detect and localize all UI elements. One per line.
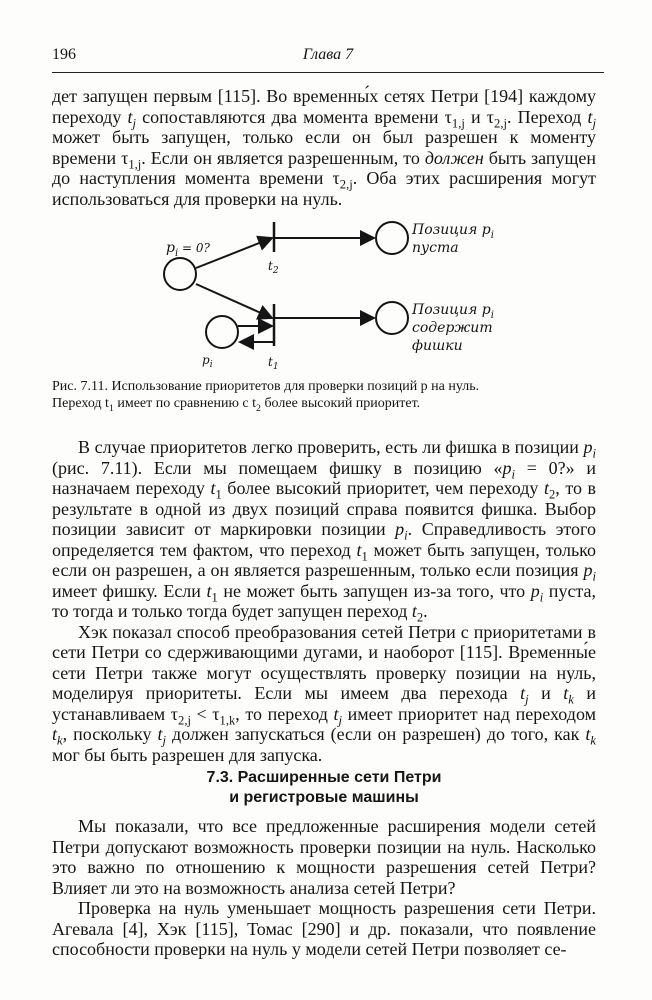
chapter-title: Глава 7 bbox=[302, 46, 354, 63]
arc-to-t1 bbox=[196, 284, 272, 318]
paragraph-extended-models: Мы показали, что все предложенные расширения модели сетей Петри допускают возможность проверки позиции на нуль. Насколько это важно по отношению к мощности разрешения сетей Петри? Влияет ли это на возможность анализа сетей Петри? bbox=[52, 816, 596, 898]
page-number: 196 bbox=[52, 46, 76, 63]
place-pi-tokens bbox=[376, 302, 408, 334]
place-tokens-label-3: фишки bbox=[412, 338, 463, 354]
section-heading-line-2: и регистровые машины bbox=[229, 789, 419, 806]
place-pi-test-label: $p_i = 0$? bbox=[166, 240, 210, 259]
paragraph-timed-nets bbox=[52, 86, 596, 209]
transition-t1-label: $t_1$ bbox=[268, 355, 279, 372]
place-tokens-label: Позиция $p_i$ bbox=[412, 302, 494, 321]
figure-caption bbox=[52, 378, 596, 412]
header-rule bbox=[52, 72, 604, 73]
paragraph-text: дет запущен первым [115]. Во временны́х сетях Петри [194] каждому переходу $t_j$ сопоставляются два момента времени $\tau_{1,j}$ и $\tau_{2,j}$. Переход $t_j$ может быть запущен, только если он был разрешен к моменту времени $\tau_{1,j}$. Если он является разрешенным, то должен быть запущен до наступления момента времени $\tau_{2,j}$. Оба этих расширения могут использоваться для проверки на нуль. bbox=[52, 86, 596, 209]
paragraphs-extended bbox=[52, 816, 596, 960]
place-pi-empty bbox=[376, 222, 408, 254]
paragraph-hack: Хэк показал способ преобразования сетей Петри с приоритетами в сети Петри со сдерживающими дугами, и наоборот [115]. Временны́е сети Петри также могут осуществлять проверку позиции на нуль, моделируя приоритеты. Если мы имеем два перехода $t_j$ и $t_k$ и устанавливаем $\tau_{2,j} < \tau_{1,k}$, то переход $t_j$ имеет приоритет над переходом $t_k$, поскольку $t_j$ должен запускаться (если он разрешен) до того, как $t_k$ мог бы быть разрешен для запуска. bbox=[52, 621, 596, 765]
section-heading-line-1: 7.3. Расширенные сети Петри bbox=[206, 769, 442, 786]
place-tokens-label-2: содержит bbox=[412, 320, 493, 336]
paragraph-priority: В случае приоритетов легко проверить, есть ли фишка в позиции $p_i$ (рис. 7.11). Если мы помещаем фишку в позицию «$p_i = 0$?» и назначаем переходу $t_1$ более высокий приоритет, чем переходу $t_2$, то в результате в одной из двух позиций справа появится фишка. Выбор позиции зависит от маркировки позиции $p_i$. Справедливость этого определяется тем фактом, что переход $t_1$ может быть запущен, только если он разрешен, а он является разрешенным, только если позиция $p_i$ имеет фишку. Если $t_1$ не может быть запущен из-за того, что $p_i$ пуста, то тогда и только тогда будет запущен переход $t_2$. bbox=[52, 437, 597, 625]
place-pi-loop bbox=[206, 316, 238, 348]
running-header bbox=[52, 46, 604, 70]
transition-t2-label: $t_2$ bbox=[268, 259, 279, 276]
paragraph-zero-test: Проверка на нуль уменьшает мощность разрешения сети Петри. Агевала [4], Хэк [115], Томас [290] и др. показали, что появление способности проверки на нуль у модели сетей Петри позволяет се- bbox=[52, 898, 596, 959]
section-heading bbox=[52, 768, 596, 808]
caption-line-2: Переход $t_1$ имеет по сравнению с $t_2$ более высокий приоритет. bbox=[52, 396, 421, 414]
place-pi-loop-label: $p_i$ bbox=[202, 353, 213, 370]
place-empty-label-2: пуста bbox=[412, 240, 459, 256]
paragraphs-priority bbox=[52, 437, 596, 765]
place-empty-label: Позиция $p_i$ bbox=[412, 222, 494, 241]
figure-7-11-petri-net bbox=[140, 208, 520, 378]
place-pi-test bbox=[164, 258, 196, 290]
caption-line-1: Рис. 7.11. Использование приоритетов для проверки позиций p на нуль. bbox=[52, 379, 480, 394]
